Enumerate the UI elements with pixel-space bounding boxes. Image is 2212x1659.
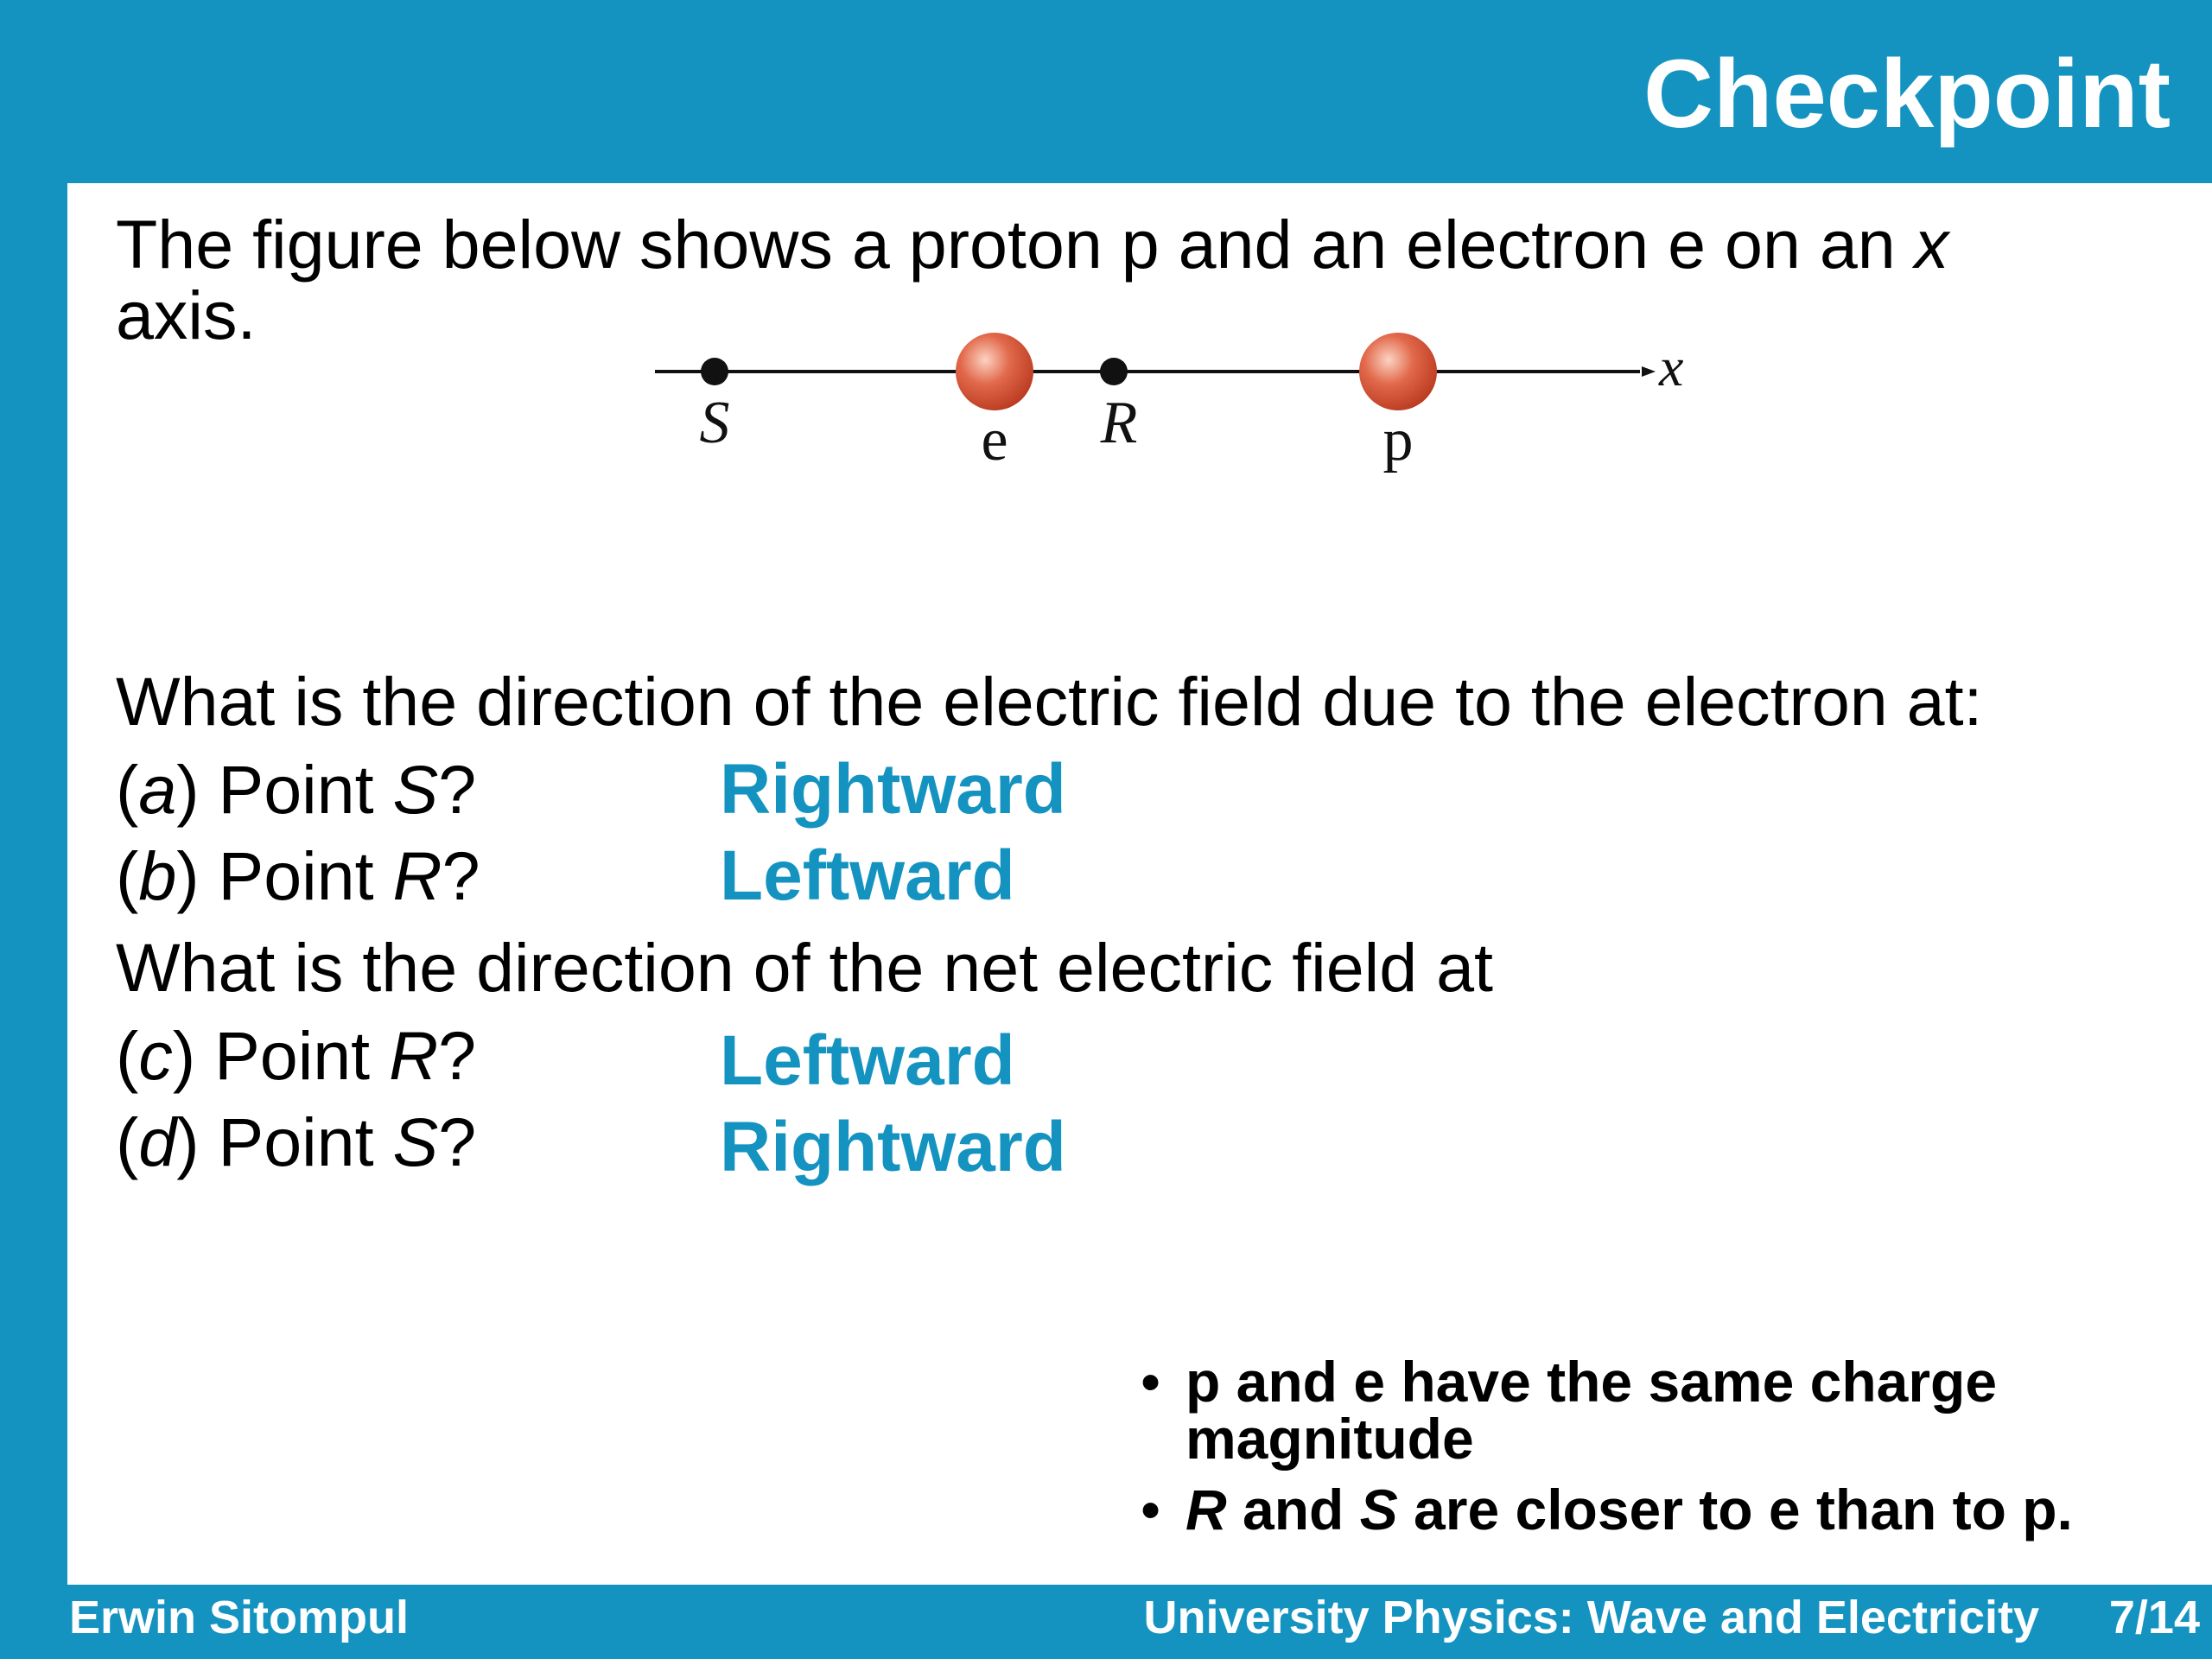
question-c-letter: c <box>138 1017 173 1094</box>
question-b-mark: ? <box>442 837 480 914</box>
question-d-text: ) Point <box>176 1103 393 1180</box>
answer-d: Rightward <box>720 1108 1066 1186</box>
bullet-icon: • <box>1141 1478 1161 1541</box>
point-s-dot <box>701 358 728 385</box>
point-r-label: R <box>1100 390 1138 456</box>
note-2-mid: and <box>1226 1478 1360 1541</box>
point-s-label: S <box>699 390 730 456</box>
bullet-icon: • <box>1141 1350 1161 1414</box>
notes-list <box>1141 1350 2195 1552</box>
question-c: (c) Point R? <box>116 1017 477 1094</box>
question-a-text: ) Point <box>176 751 393 828</box>
question-d-letter: d <box>138 1103 177 1180</box>
x-axis-arrowhead <box>1642 366 1656 377</box>
proton-ball <box>1359 333 1437 410</box>
answer-a: Rightward <box>720 750 1066 829</box>
slide-title: Checkpoint <box>1643 40 2171 148</box>
question-b: (b) Point R? <box>116 837 480 914</box>
answer-c: Leftward <box>720 1021 1015 1100</box>
intro-line2: axis. <box>116 276 257 353</box>
question-a-letter: a <box>138 751 177 828</box>
footer-page-number: 7/14 <box>2108 1592 2200 1643</box>
point-r-dot <box>1100 358 1128 385</box>
question-net-field: What is the direction of the net electric field at <box>116 929 1493 1006</box>
slide-content <box>67 183 2212 1585</box>
question-field-electron: What is the direction of the electric field due to the electron at: <box>116 663 1983 740</box>
charge-diagram <box>67 183 2212 546</box>
intro-line1: The figure below shows a proton p and an electron e on an <box>116 206 1915 283</box>
question-d: (d) Point S? <box>116 1103 477 1180</box>
electron-ball <box>956 333 1033 410</box>
question-d-mark: ? <box>438 1103 477 1180</box>
footer-author: Erwin Sitompul <box>69 1592 410 1643</box>
question-c-point: R <box>389 1017 439 1094</box>
intro-axis-var: x <box>1914 206 1949 283</box>
note-2-var-r: R <box>1185 1478 1227 1541</box>
question-a-point: S <box>392 751 439 828</box>
question-d-point: S <box>392 1103 439 1180</box>
note-item <box>1141 1350 2195 1471</box>
footer-course: University Physics: Wave and Electricity <box>1143 1592 2039 1643</box>
note-1-text: p and e have the same charge magnitude <box>1185 1350 1998 1471</box>
question-c-text: ) Point <box>172 1017 390 1094</box>
question-a-mark: ? <box>438 751 477 828</box>
question-a: (a) Point S? <box>116 751 477 828</box>
note-2-text: are closer to e than to p. <box>1397 1478 2073 1541</box>
question-c-mark: ? <box>438 1017 477 1094</box>
question-b-letter: b <box>138 837 177 914</box>
proton-label: p <box>1382 407 1414 474</box>
answer-b: Leftward <box>720 836 1015 915</box>
electron-label: e <box>981 407 1008 474</box>
question-b-point: R <box>392 837 442 914</box>
question-b-text: ) Point <box>176 837 393 914</box>
note-item <box>1141 1478 2195 1541</box>
x-axis-label: x <box>1659 336 1684 397</box>
note-2-var-s: S <box>1359 1478 1398 1541</box>
